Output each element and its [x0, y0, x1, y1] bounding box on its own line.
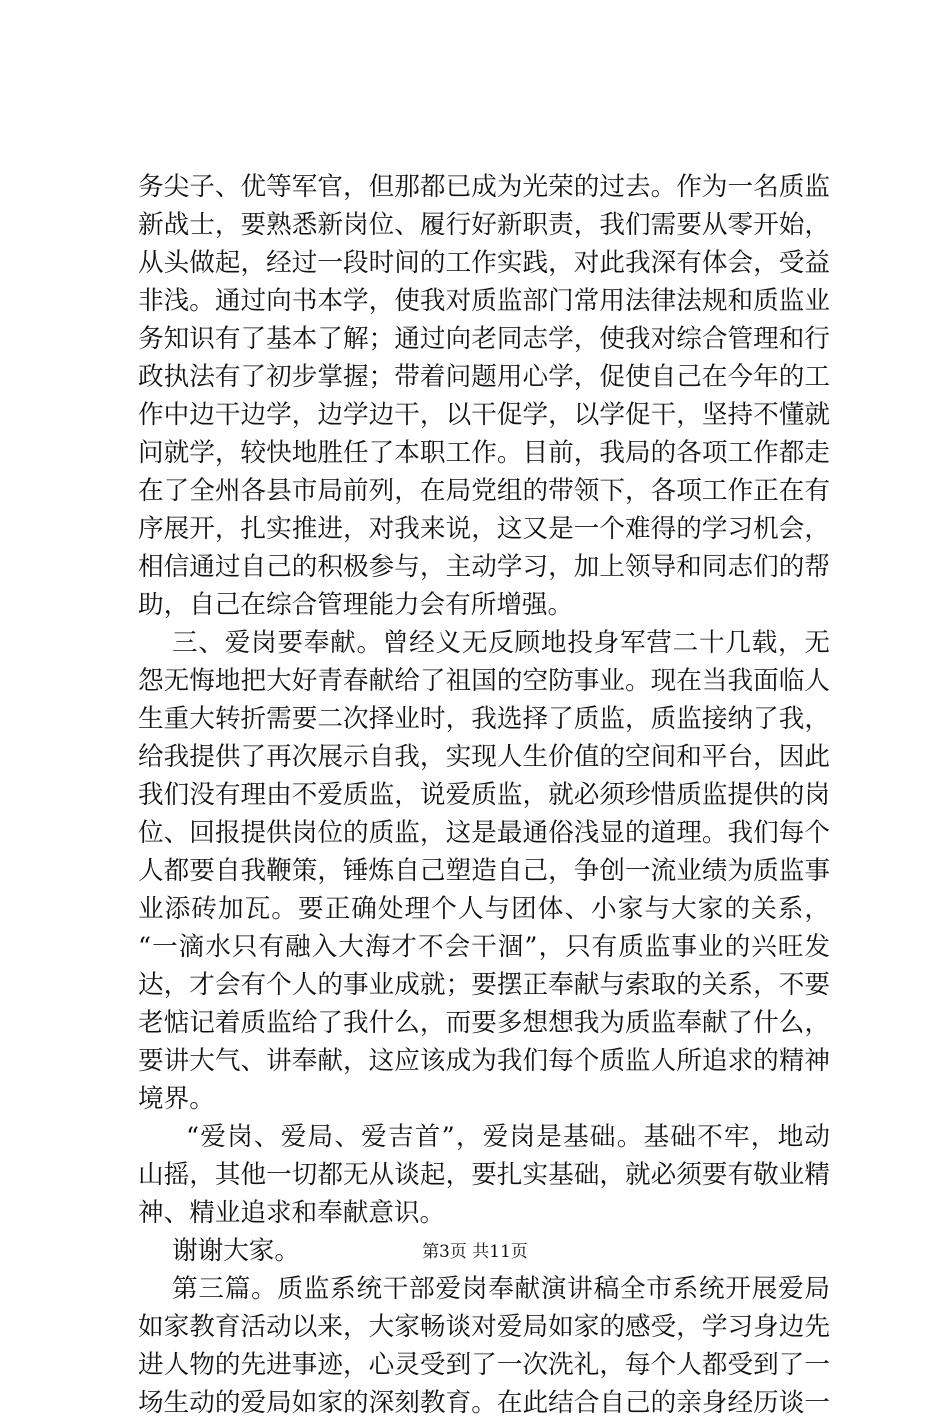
text-line: 非浅。通过向书本学，使我对质监部门常用法律法规和质监业 — [138, 286, 830, 316]
paragraph-heading-line: 三、爱岗要奉献。曾经义无反顾地投身军营二十几载，无 — [172, 628, 830, 658]
text-line: 老惦记着质监给了我什么，而要多想想我为质监奉献了什么， — [138, 1008, 830, 1038]
text-line: 人都要自我鞭策，锤炼自己塑造自己，争创一流业绩为质监事 — [138, 856, 830, 886]
paragraph-start-line: “爱岗、爱局、爱吉首”，爱岗是基础。基础不牢，地动 — [186, 1122, 830, 1152]
text-line: 进人物的先进事迹，心灵受到了一次洗礼，每个人都受到了一 — [138, 1350, 830, 1380]
text-line: 神、精业追求和奉献意识。 — [138, 1198, 446, 1228]
text-line: 业添砖加瓦。要正确处理个人与团体、小家与大家的关系， — [138, 894, 830, 924]
text-line: 作中边干边学，边学边干，以干促学，以学促干，坚持不懂就 — [138, 400, 830, 430]
text-line: 达，才会有个人的事业成就；要摆正奉献与索取的关系，不要 — [138, 970, 830, 1000]
text-line: 境界。 — [138, 1084, 215, 1114]
text-line: 位、回报提供岗位的质监，这是最通俗浅显的道理。我们每个 — [138, 818, 830, 848]
text-line: 场生动的爱局如家的深刻教育。在此结合自己的亲身经历谈一 — [138, 1388, 830, 1418]
text-line: 在了全州各县市局前列，在局党组的带领下，各项工作正在有 — [138, 476, 830, 506]
closing-line: 谢谢大家。 — [172, 1236, 300, 1266]
text-line: 给我提供了再次展示自我，实现人生价值的空间和平台，因此 — [138, 742, 830, 772]
text-line: 新战士，要熟悉新岗位、履行好新职责，我们需要从零开始， — [138, 210, 830, 240]
page-number: 第3页 共11页 — [422, 1242, 528, 1262]
text-line: 山摇，其他一切都无从谈起，要扎实基础，就必须要有敬业精 — [138, 1160, 830, 1190]
text-line: 问就学，较快地胜任了本职工作。目前，我局的各项工作都走 — [138, 438, 830, 468]
text-line: 相信通过自己的积极参与，主动学习，加上领导和同志们的帮 — [138, 552, 830, 582]
text-line: “一滴水只有融入大海才不会干涸”，只有质监事业的兴旺发 — [138, 932, 830, 962]
text-line: 助，自己在综合管理能力会有所增强。 — [138, 590, 574, 620]
text-line: 生重大转折需要二次择业时，我选择了质监，质监接纳了我， — [138, 704, 830, 734]
text-line: 政执法有了初步掌握；带着问题用心学，促使自己在今年的工 — [138, 362, 830, 392]
text-line: 如家教育活动以来，大家畅谈对爱局如家的感受，学习身边先 — [138, 1312, 830, 1342]
document-body — [138, 168, 830, 1422]
text-line: 务知识有了基本了解；通过向老同志学，使我对综合管理和行 — [138, 324, 830, 354]
text-line: 务尖子、优等军官，但那都已成为光荣的过去。作为一名质监 — [138, 172, 830, 202]
text-line: 从头做起，经过一段时间的工作实践，对此我深有体会，受益 — [138, 248, 830, 278]
text-line: 我们没有理由不爱质监，说爱质监，就必须珍惜质监提供的岗 — [138, 780, 830, 810]
text-line: 要讲大气、讲奉献，这应该成为我们每个质监人所追求的精神 — [138, 1046, 830, 1076]
text-line: 怨无悔地把大好青春献给了祖国的空防事业。现在当我面临人 — [138, 666, 830, 696]
paragraph-start-line: 第三篇。质监系统干部爱岗奉献演讲稿全市系统开展爱局 — [172, 1274, 830, 1304]
text-line: 序展开，扎实推进，对我来说，这又是一个难得的学习机会， — [138, 514, 830, 544]
